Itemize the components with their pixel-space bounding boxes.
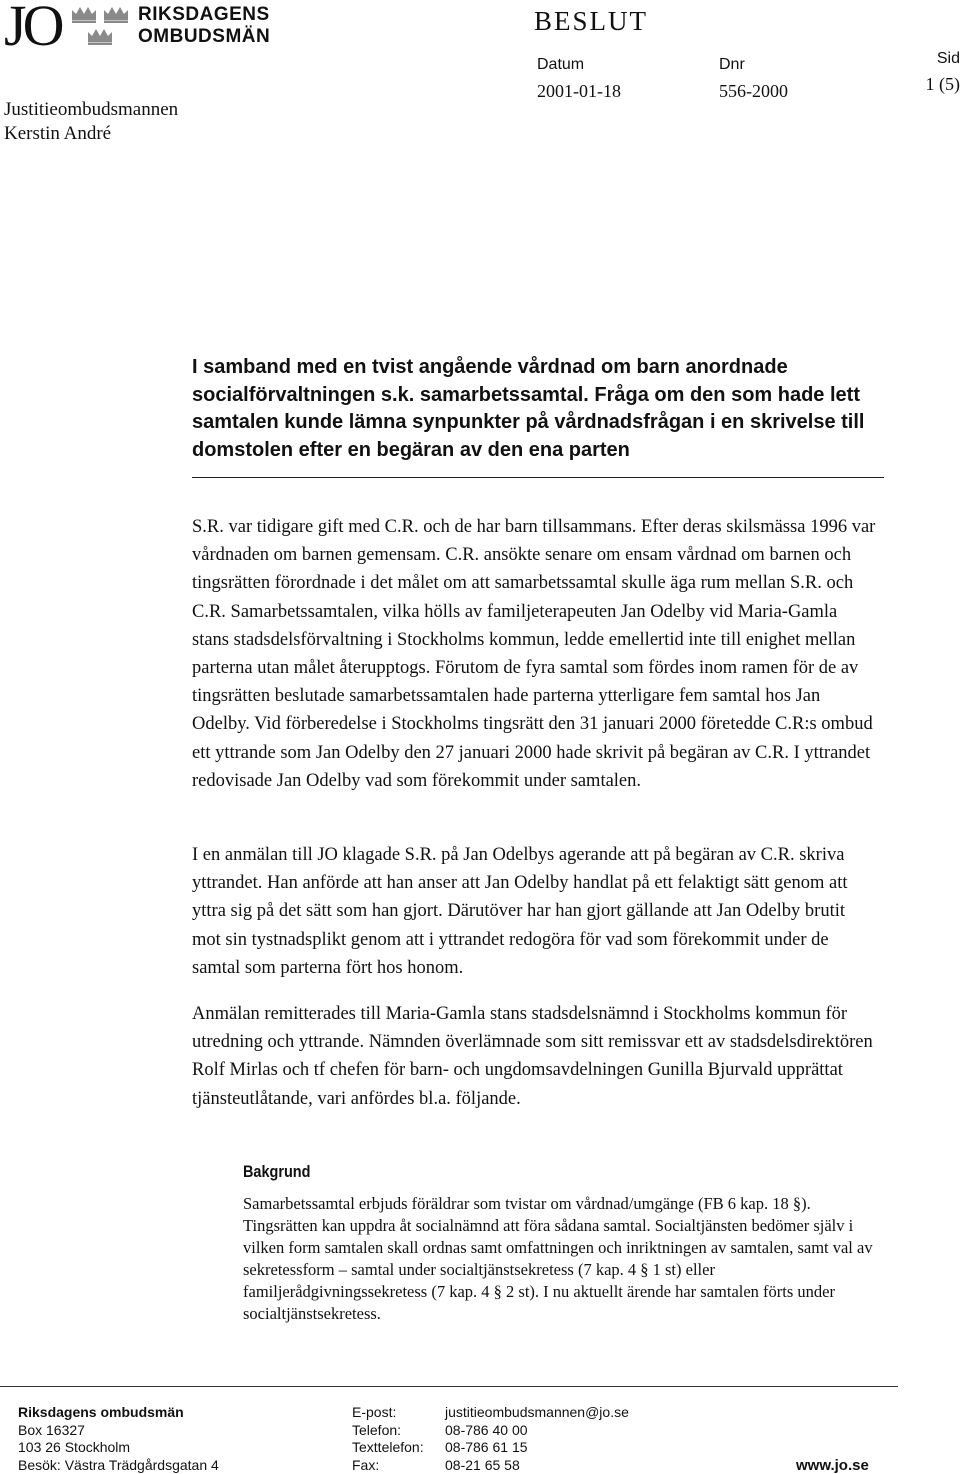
logo-name-line1: RIKSDAGENS xyxy=(138,4,270,25)
date-value: 2001-01-18 xyxy=(537,81,621,101)
footer-website-link[interactable]: www.jo.se xyxy=(796,1457,869,1474)
contact-row xyxy=(352,1404,629,1422)
footer-org-name: Riksdagens ombudsmän xyxy=(18,1404,184,1420)
footer-contacts xyxy=(352,1404,629,1474)
page-label: Sid xyxy=(936,50,960,67)
body-paragraph-2: I en anmälan till JO klagade S.R. på Jan Odelbys agerande att på begäran av C.R. skriva yttrandet. Han anförde att han anser att Jan Odelby handlat på ett felaktigt sätt genom att yttra sig på det sätt som han gjort. Därutöver har han gjort gällande att Jan Odelby brutit mot sin tystnadsplikt genom att i yttrandet redogöra för vad som förekommit under de samtal som parterna fört hos honom. xyxy=(192,845,848,978)
contact-label: E-post: xyxy=(352,1404,397,1420)
page-number: 1 (5) xyxy=(925,74,960,94)
footer-address xyxy=(18,1404,219,1474)
body-paragraph-3: Anmälan remitterades till Maria-Gamla stans stadsdelsnämnd i Stockholms kommun för utredning och yttrande. Nämnden överlämnade som sitt remissvar ett av stadsdelsdirektören Rolf Mirlas och tf chefen för barn- och ungdomsavdelningen Gunilla Bjurvald upprättat tjänsteutlåtande, vari anfördes bl.a. följande. xyxy=(192,1004,873,1109)
contact-email[interactable]: justitieombudsmannen@jo.se xyxy=(445,1404,629,1420)
date-label: Datum xyxy=(537,56,585,73)
office-block xyxy=(4,98,178,146)
quote-heading: Bakgrund xyxy=(243,1162,311,1181)
footer-address-line: Besök: Västra Trädgårdsgatan 4 xyxy=(18,1456,219,1473)
decision-subject: I samband med en tvist angående vårdnad om barn anordnade socialförvaltningen s.k. samarbetssamtal. Fråga om den som hade lett samtalen kunde lämna synpunkter på vårdnadsfrågan i en skrivelse till domstolen efter en begäran av den ena parten xyxy=(192,356,865,461)
contact-row xyxy=(352,1439,629,1457)
footer-address-line: Box 16327 xyxy=(18,1421,85,1438)
contact-phone: 08-786 40 00 xyxy=(445,1421,528,1438)
footer-divider xyxy=(0,1386,898,1387)
office-person: Kerstin André xyxy=(4,123,112,144)
subject-divider xyxy=(192,477,884,478)
document-type: BESLUT xyxy=(534,6,649,36)
logo-name-line2: OMBUDSMÄN xyxy=(138,26,271,47)
jo-logo-mark: JO xyxy=(4,0,61,58)
body-paragraph-1: S.R. var tidigare gift med C.R. och de har barn tillsammans. Efter deras skilsmässa 1996 var vårdnaden om barnen gemensam. C.R. ansökte senare om ensam vårdnad om barnen och tingsrätten förordnade i det målet om att samarbetssamtal skulle äga rum mellan S.R. och C.R. Samarbetssamtalen, vilka hölls av familjeterapeuten Jan Odelby vid Maria-Gamla stans stadsdelsförvaltning i Stockholms kommun, ledde emellertid inte till enighet mellan parterna utan målet återupptogs. Förutom de fyra samtal som fördes inom ramen för de av tingsrätten beslutade samarbetssamtalen hade parterna ytterligare fem samtal hos Jan Odelby. Vid förberedelse i Stockholms tingsrätt den 31 januari 2000 företedde C.R:s ombud ett yttrande som Jan Odelby den 27 januari 2000 hade skrivit på begäran av C.R. I yttrandet redovisade Jan Odelby vad som förekommit under samtalen. xyxy=(192,517,876,791)
three-crowns-icon xyxy=(68,2,132,46)
dnr-value: 556-2000 xyxy=(719,81,788,101)
contact-label: Fax: xyxy=(352,1456,380,1473)
dnr-label: Dnr xyxy=(719,56,745,73)
contact-textphone: 08-786 61 15 xyxy=(445,1439,528,1455)
contact-label: Telefon: xyxy=(352,1421,402,1438)
logo-wordmark xyxy=(138,4,270,48)
contact-row xyxy=(352,1422,629,1440)
office-title: Justitieombudsmannen xyxy=(4,99,179,120)
footer-address-line: 103 26 Stockholm xyxy=(18,1439,131,1455)
contact-row xyxy=(352,1457,629,1474)
contact-label: Texttelefon: xyxy=(352,1439,424,1455)
quote-text: Samarbetssamtal erbjuds föräldrar som tvistar om vårdnad/umgänge (FB 6 kap. 18 §). Tingsrätten kan uppdra åt socialnämnd att föra sådana samtal. Socialtjänsten bedömer själv i vilken form samtalen skall ordnas samt omfattningen och inriktningen av samtalen, samt val av sekretessform – samtal under socialtjänstsekretess (7 kap. 4 § 1 st) eller familjerådgivningssekretess (7 kap. 4 § 2 st). I nu aktuellt ärende har samtalen förts under socialtjänstsekretess. xyxy=(243,1194,873,1323)
contact-fax: 08-21 65 58 xyxy=(445,1456,520,1473)
